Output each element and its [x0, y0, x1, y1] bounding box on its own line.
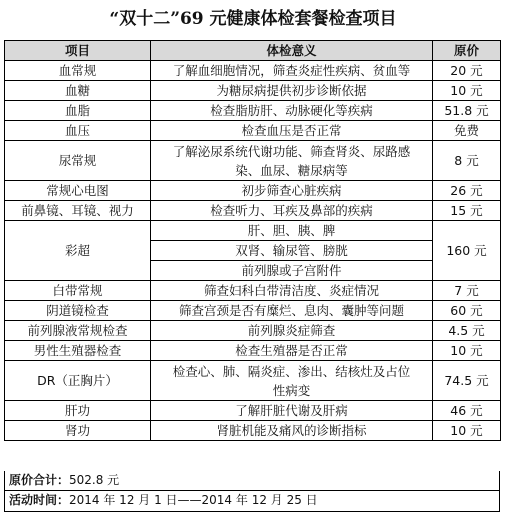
price-cell: 60 元	[433, 301, 501, 321]
table-row	[5, 421, 501, 441]
meaning-cell: 了解血细胞情况，筛查炎症性疾病、贫血等	[151, 61, 433, 81]
header-price: 原价	[433, 41, 501, 61]
price-cell: 74.5 元	[433, 361, 501, 401]
checkup-table	[4, 40, 501, 441]
meaning-cell: 筛查宫颈是否有糜烂、息肉、囊肿等问题	[151, 301, 433, 321]
price-cell: 10 元	[433, 421, 501, 441]
meaning-cell: 为糖尿病提供初步诊断依据	[151, 81, 433, 101]
price-cell: 7 元	[433, 281, 501, 301]
meaning-cell: 初步筛查心脏疾病	[151, 181, 433, 201]
item-cell: DR（正胸片）	[5, 361, 151, 401]
table-row	[5, 141, 501, 181]
meaning-cell: 检查脂肪肝、动脉硬化等疾病	[151, 101, 433, 121]
header-meaning: 体检意义	[151, 41, 433, 61]
price-cell: 26 元	[433, 181, 501, 201]
meaning-cell: 检查听力、耳疾及鼻部的疾病	[151, 201, 433, 221]
meaning-cell: 筛查妇科白带清洁度、炎症情况	[151, 281, 433, 301]
price-cell: 160 元	[433, 221, 501, 281]
item-cell: 血脂	[5, 101, 151, 121]
item-cell: 血糖	[5, 81, 151, 101]
page-title: “双十二”69 元健康体检套餐检查项目	[109, 9, 397, 29]
price-cell: 20 元	[433, 61, 501, 81]
item-cell: 血压	[5, 121, 151, 141]
item-cell: 彩超	[5, 221, 151, 281]
table-row	[5, 61, 501, 81]
meaning-cell: 前列腺或子宫附件	[151, 261, 433, 281]
meaning-cell	[151, 361, 433, 401]
price-cell: 10 元	[433, 341, 501, 361]
meaning-line: 检查心、肺、隔炎症、渗出、结核灶及占位	[172, 363, 411, 379]
meaning-cell: 双肾、输尿管、膀胱	[151, 241, 433, 261]
meaning-cell: 了解肝脏代谢及肝病	[151, 401, 433, 421]
meaning-line: 染、血尿、糖尿病等	[235, 162, 348, 178]
item-cell: 前鼻镜、耳镜、视力	[5, 201, 151, 221]
table-row	[5, 81, 501, 101]
table-row	[5, 341, 501, 361]
total-value: 502.8 元	[69, 473, 120, 487]
item-cell: 白带常规	[5, 281, 151, 301]
meaning-cell: 肾脏机能及痛风的诊断指标	[151, 421, 433, 441]
header-item: 项目	[5, 41, 151, 61]
item-cell: 血常规	[5, 61, 151, 81]
item-cell: 常规心电图	[5, 181, 151, 201]
item-cell: 肝功	[5, 401, 151, 421]
table-row	[5, 361, 501, 401]
table-row	[5, 401, 501, 421]
meaning-cell: 前列腺炎症筛查	[151, 321, 433, 341]
meaning-cell: 检查生殖器是否正常	[151, 341, 433, 361]
price-cell: 46 元	[433, 401, 501, 421]
table-row	[5, 181, 501, 201]
item-cell: 阴道镜检查	[5, 301, 151, 321]
table-row	[5, 321, 501, 341]
table-row	[5, 101, 501, 121]
period-row	[4, 491, 500, 512]
price-cell: 4.5 元	[433, 321, 501, 341]
meaning-line: 性病变	[272, 382, 311, 398]
price-cell: 10 元	[433, 81, 501, 101]
price-cell: 8 元	[433, 141, 501, 181]
meaning-cell	[151, 141, 433, 181]
item-cell: 肾功	[5, 421, 151, 441]
table-header-row	[5, 41, 501, 61]
item-cell: 前列腺液常规检查	[5, 321, 151, 341]
table-row	[5, 121, 501, 141]
table-row	[5, 201, 501, 221]
price-cell: 免费	[433, 121, 501, 141]
meaning-line: 了解泌尿系统代谢功能、筛查肾炎、尿路感	[172, 143, 411, 159]
meaning-cell: 检查血压是否正常	[151, 121, 433, 141]
meaning-cell: 肝、胆、胰、脾	[151, 221, 433, 241]
item-cell: 男性生殖器检查	[5, 341, 151, 361]
item-cell: 尿常规	[5, 141, 151, 181]
table-row	[5, 301, 501, 321]
total-label: 原价合计：	[9, 473, 70, 487]
period-value: 2014 年 12 月 1 日——2014 年 12 月 25 日	[69, 493, 318, 507]
total-row	[4, 471, 500, 491]
price-cell: 15 元	[433, 201, 501, 221]
table-row	[5, 221, 501, 241]
period-label: 活动时间：	[9, 493, 70, 507]
price-cell: 51.8 元	[433, 101, 501, 121]
table-row	[5, 281, 501, 301]
